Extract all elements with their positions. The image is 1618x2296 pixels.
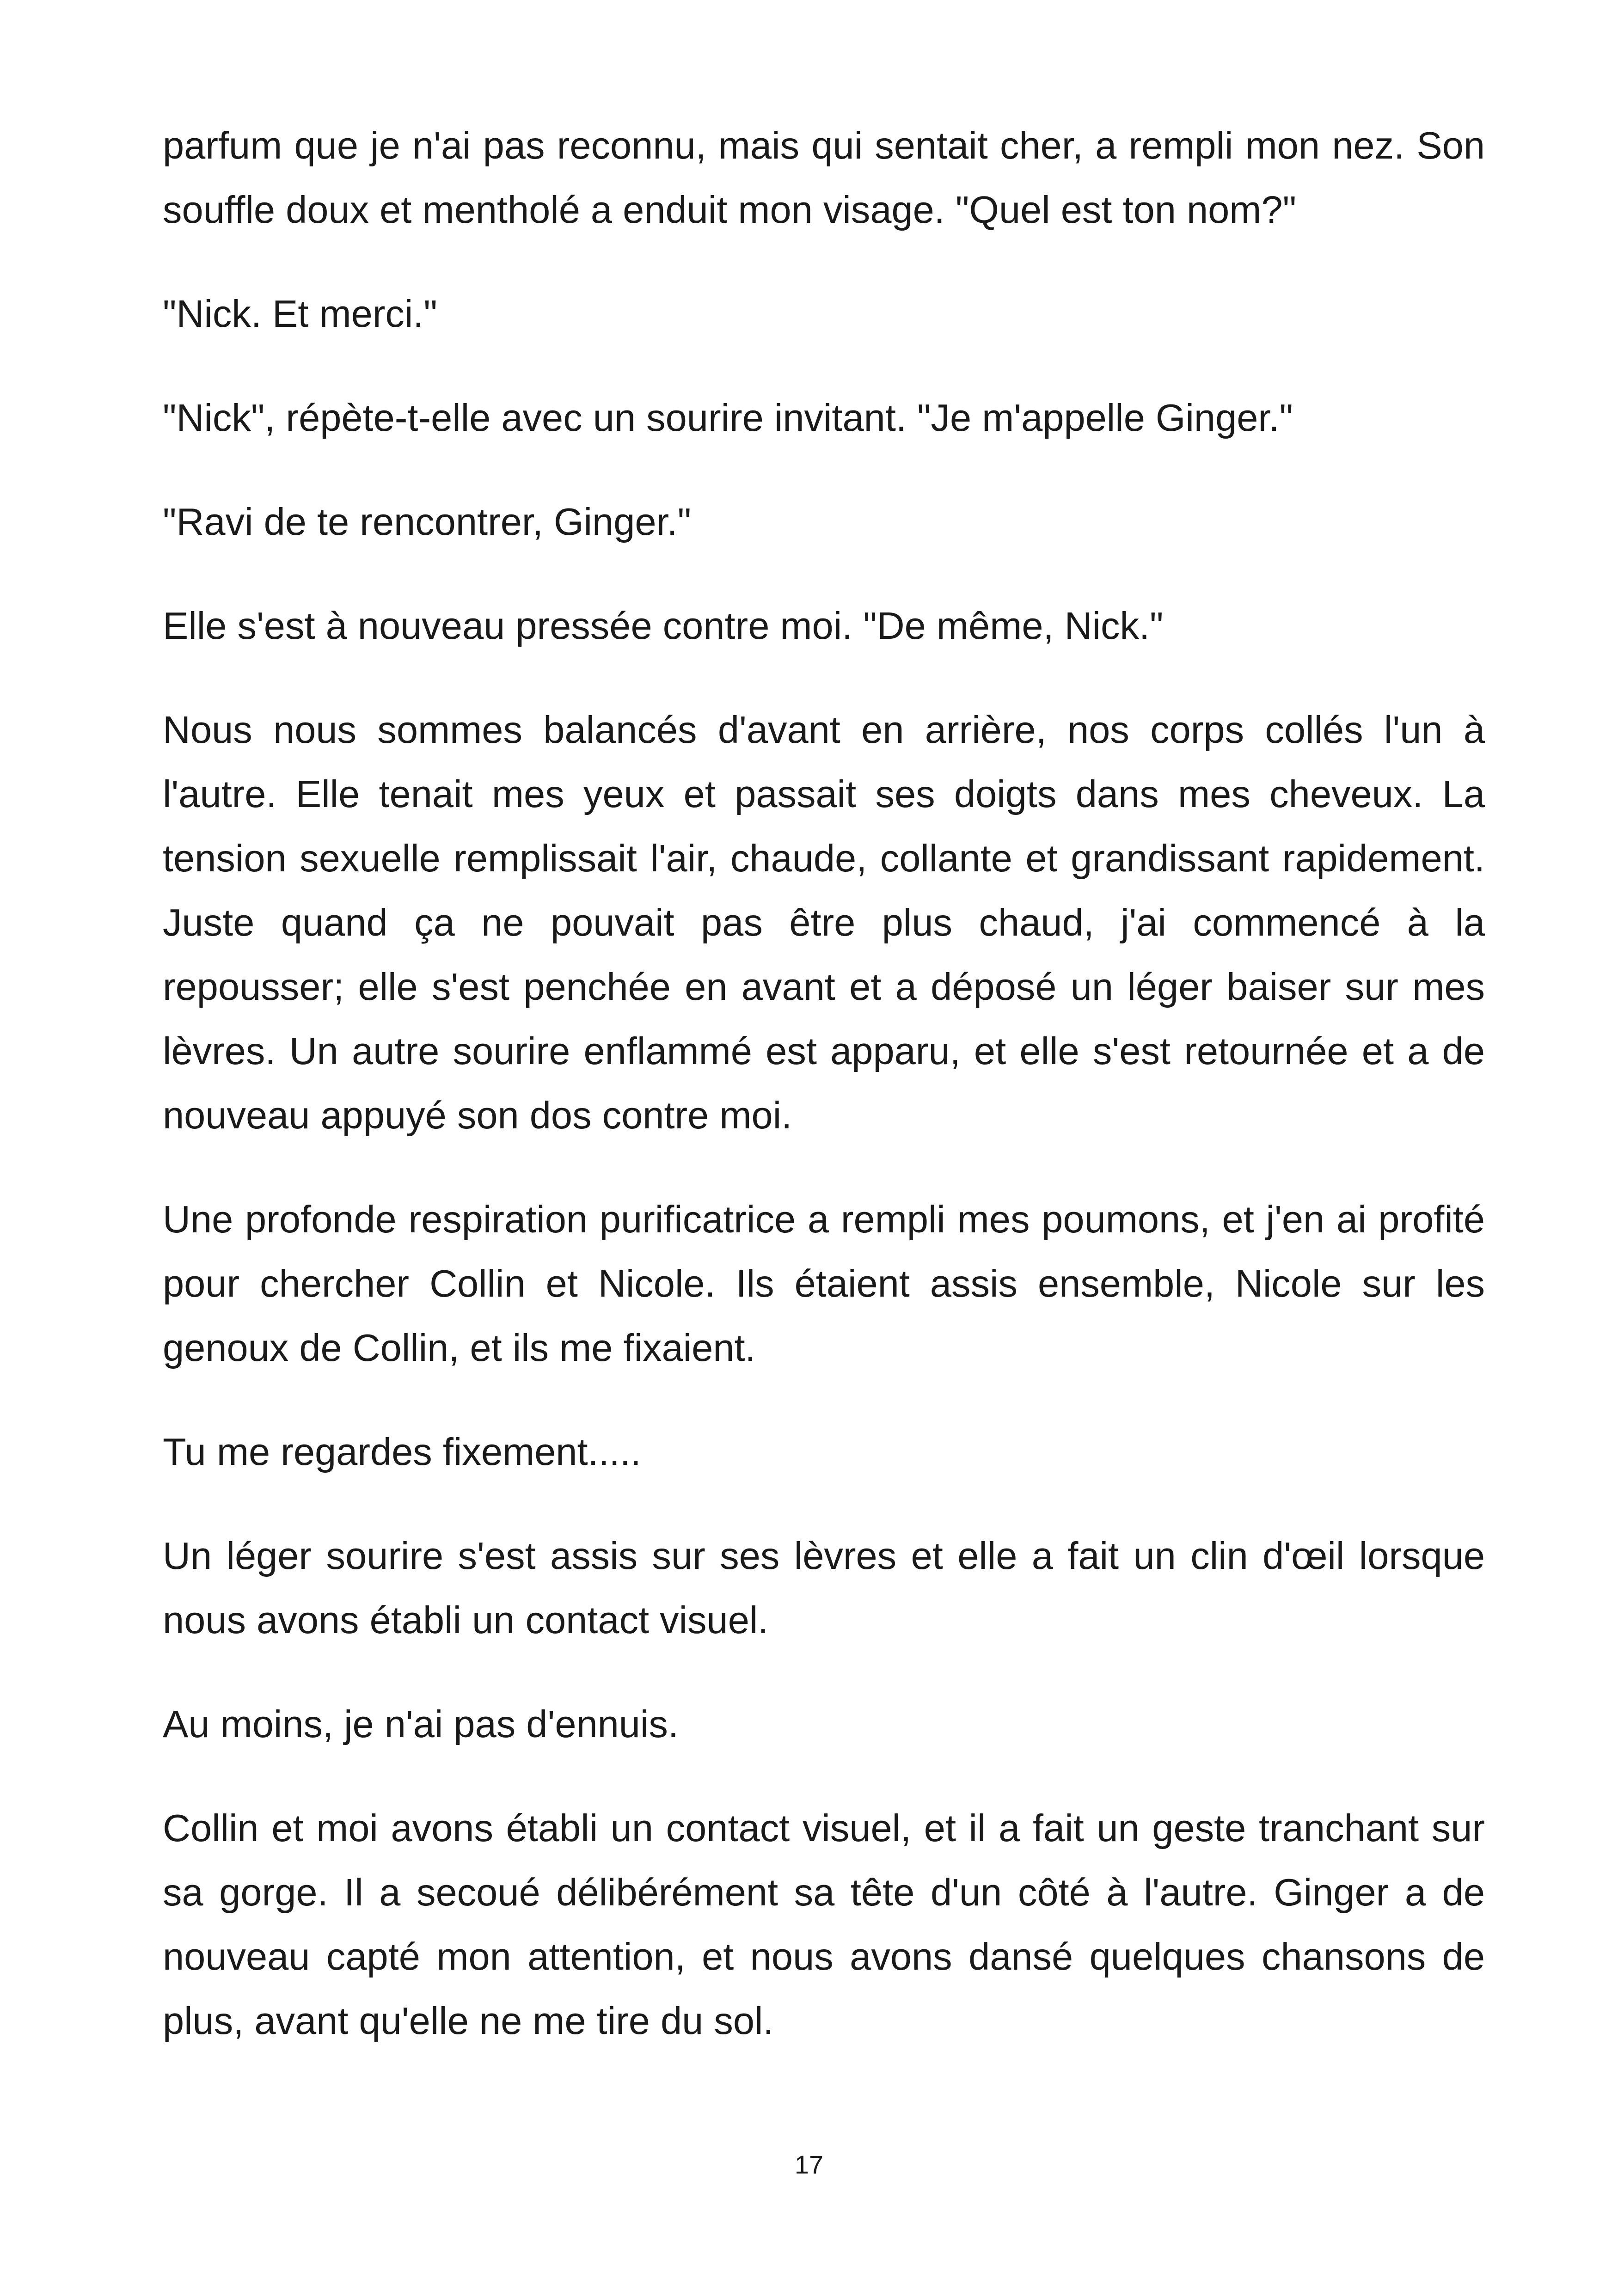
paragraph: Elle s'est à nouveau pressée contre moi. "De même, Nick." — [163, 604, 1164, 647]
paragraph: Au moins, je n'ai pas d'ennuis. — [163, 1702, 679, 1745]
paragraph: "Nick. Et merci." — [163, 292, 437, 335]
paragraph: Tu me regardes fixement..... — [163, 1430, 641, 1473]
paragraph: Un léger sourire s'est assis sur ses lèvres et elle a fait un clin d'œil lorsque nous avons établi un contact visuel. — [163, 1534, 1485, 1641]
page-number: 17 — [794, 2150, 824, 2179]
paragraph: "Nick", répète-t-elle avec un sourire invitant. "Je m'appelle Ginger." — [163, 396, 1293, 439]
paragraph: Nous nous sommes balancés d'avant en arrière, nos corps collés l'un à l'autre. Elle tenait mes yeux et passait ses doigts dans mes cheveux. La tension sexuelle remplissait l'air, chaude, collante et grandissant rapidement. Juste quand ça ne pouvait pas être plus chaud, j'ai commencé à la repousser; elle s'est penchée en avant et a déposé un léger baiser sur mes lèvres. Un autre sourire enflammé est apparu, et elle s'est retournée et a de nouveau appuyé son dos contre moi. — [163, 708, 1485, 1137]
paragraph: "Ravi de te rencontrer, Ginger." — [163, 500, 692, 543]
paragraph: Une profonde respiration purificatrice a rempli mes poumons, et j'en ai profité pour chercher Collin et Nicole. Ils étaient assis ensemble, Nicole sur les genoux de Collin, et ils me fixaient. — [163, 1198, 1485, 1369]
body-text — [163, 113, 1485, 2093]
paragraph: Collin et moi avons établi un contact visuel, et il a fait un geste tranchant sur sa gorge. Il a secoué délibérément sa tête d'un côté à l'autre. Ginger a de nouveau capté mon attention, et nous avons dansé quelques chansons de plus, avant qu'elle ne me tire du sol. — [163, 1806, 1485, 2042]
paragraph: parfum que je n'ai pas reconnu, mais qui sentait cher, a rempli mon nez. Son souffle doux et mentholé a enduit mon visage. "Quel est ton nom?" — [163, 124, 1485, 231]
